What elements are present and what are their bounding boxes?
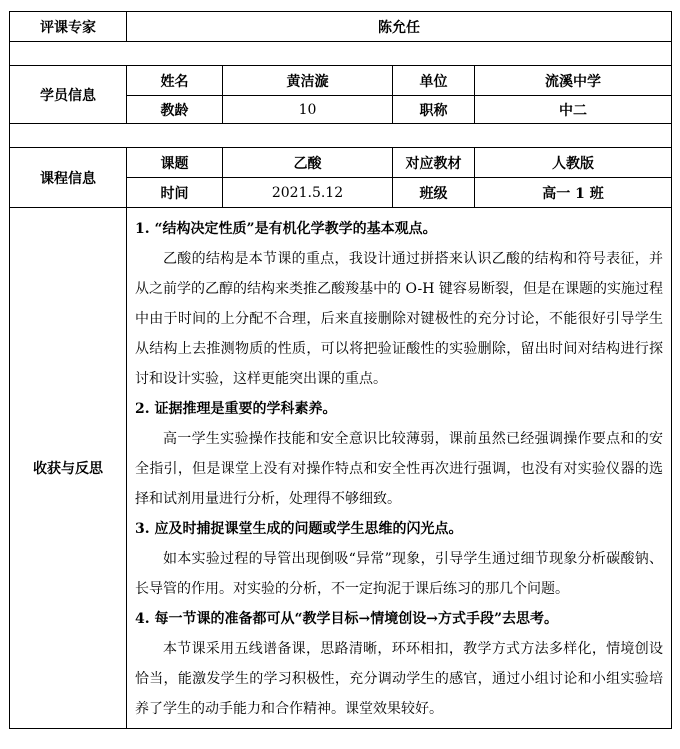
topic-label: 课题 [127, 148, 223, 178]
textbook-label: 对应教材 [393, 148, 475, 178]
reflection-heading: 2. 证据推理是重要的学科素养。 [135, 401, 337, 417]
time-label: 时间 [127, 178, 223, 208]
spacer-cell [10, 42, 672, 66]
topic-value: 乙酸 [223, 148, 393, 178]
evaluation-table [9, 11, 672, 729]
years-label: 教龄 [127, 96, 223, 124]
unit-value: 流溪中学 [475, 66, 672, 96]
title-value: 中二 [475, 96, 672, 124]
course-row-1 [10, 148, 672, 178]
trainee-row-1 [10, 66, 672, 96]
textbook-value: 人教版 [475, 148, 672, 178]
reflection-paragraph: 乙酸的结构是本节课的重点，我设计通过拼搭来认识乙酸的结构和符号表征，并从之前学的乙醇的结构来类推乙酸羧基中的 O-H 键容易断裂，但是在课题的实施过程中由于时间的上分配不合理，后来直接删除对键极性的充分讨论，不能很好引导学生从结构上去推测物质的性质，可以将把验证酸性的实验删除，留出时间对结构进行探讨和设计实验，这样更能突出课的重点。 [135, 251, 663, 387]
years-value: 10 [223, 96, 393, 124]
reflection-content [127, 208, 672, 729]
evaluation-form [9, 11, 671, 729]
unit-label: 单位 [393, 66, 475, 96]
reflection-paragraph: 高一学生实验操作技能和安全意识比较薄弱，课前虽然已经强调操作要点和的安全指引，但是课堂上没有对操作特点和安全性再次进行强调，也没有对实验仪器的选择和试剂用量进行分析，处理得不够细致。 [135, 431, 663, 507]
reviewer-row [10, 12, 672, 42]
reviewer-label: 评课专家 [10, 12, 127, 42]
reflection-row [10, 208, 672, 729]
name-value: 黄洁漩 [223, 66, 393, 96]
spacer-row [10, 124, 672, 148]
name-label: 姓名 [127, 66, 223, 96]
class-value: 高一 1 班 [475, 178, 672, 208]
reflection-heading: 1. “结构决定性质”是有机化学教学的基本观点。 [135, 221, 437, 237]
spacer-cell [10, 124, 672, 148]
reflection-paragraph: 本节课采用五线谱备课，思路清晰，环环相扣，教学方式方法多样化，情境创设恰当，能激发学生的学习积极性，充分调动学生的感官，通过小组讨论和小组实验培养了学生的动手能力和合作精神。课堂效果较好。 [135, 641, 663, 717]
class-label: 班级 [393, 178, 475, 208]
spacer-row [10, 42, 672, 66]
reflection-section-label: 收获与反思 [10, 208, 127, 729]
reflection-heading: 4. 每一节课的准备都可从“教学目标→情境创设→方式手段”去思考。 [135, 611, 559, 627]
course-section-label: 课程信息 [10, 148, 127, 208]
reflection-paragraph: 如本实验过程的导管出现倒吸“异常”现象，引导学生通过细节现象分析碳酸钠、长导管的作用。对实验的分析，不一定拘泥于课后练习的那几个问题。 [135, 551, 663, 597]
trainee-section-label: 学员信息 [10, 66, 127, 124]
reflection-heading: 3. 应及时捕捉课堂生成的问题或学生思维的闪光点。 [135, 521, 463, 537]
title-label: 职称 [393, 96, 475, 124]
reviewer-value: 陈允任 [127, 12, 672, 42]
time-value: 2021.5.12 [223, 178, 393, 208]
